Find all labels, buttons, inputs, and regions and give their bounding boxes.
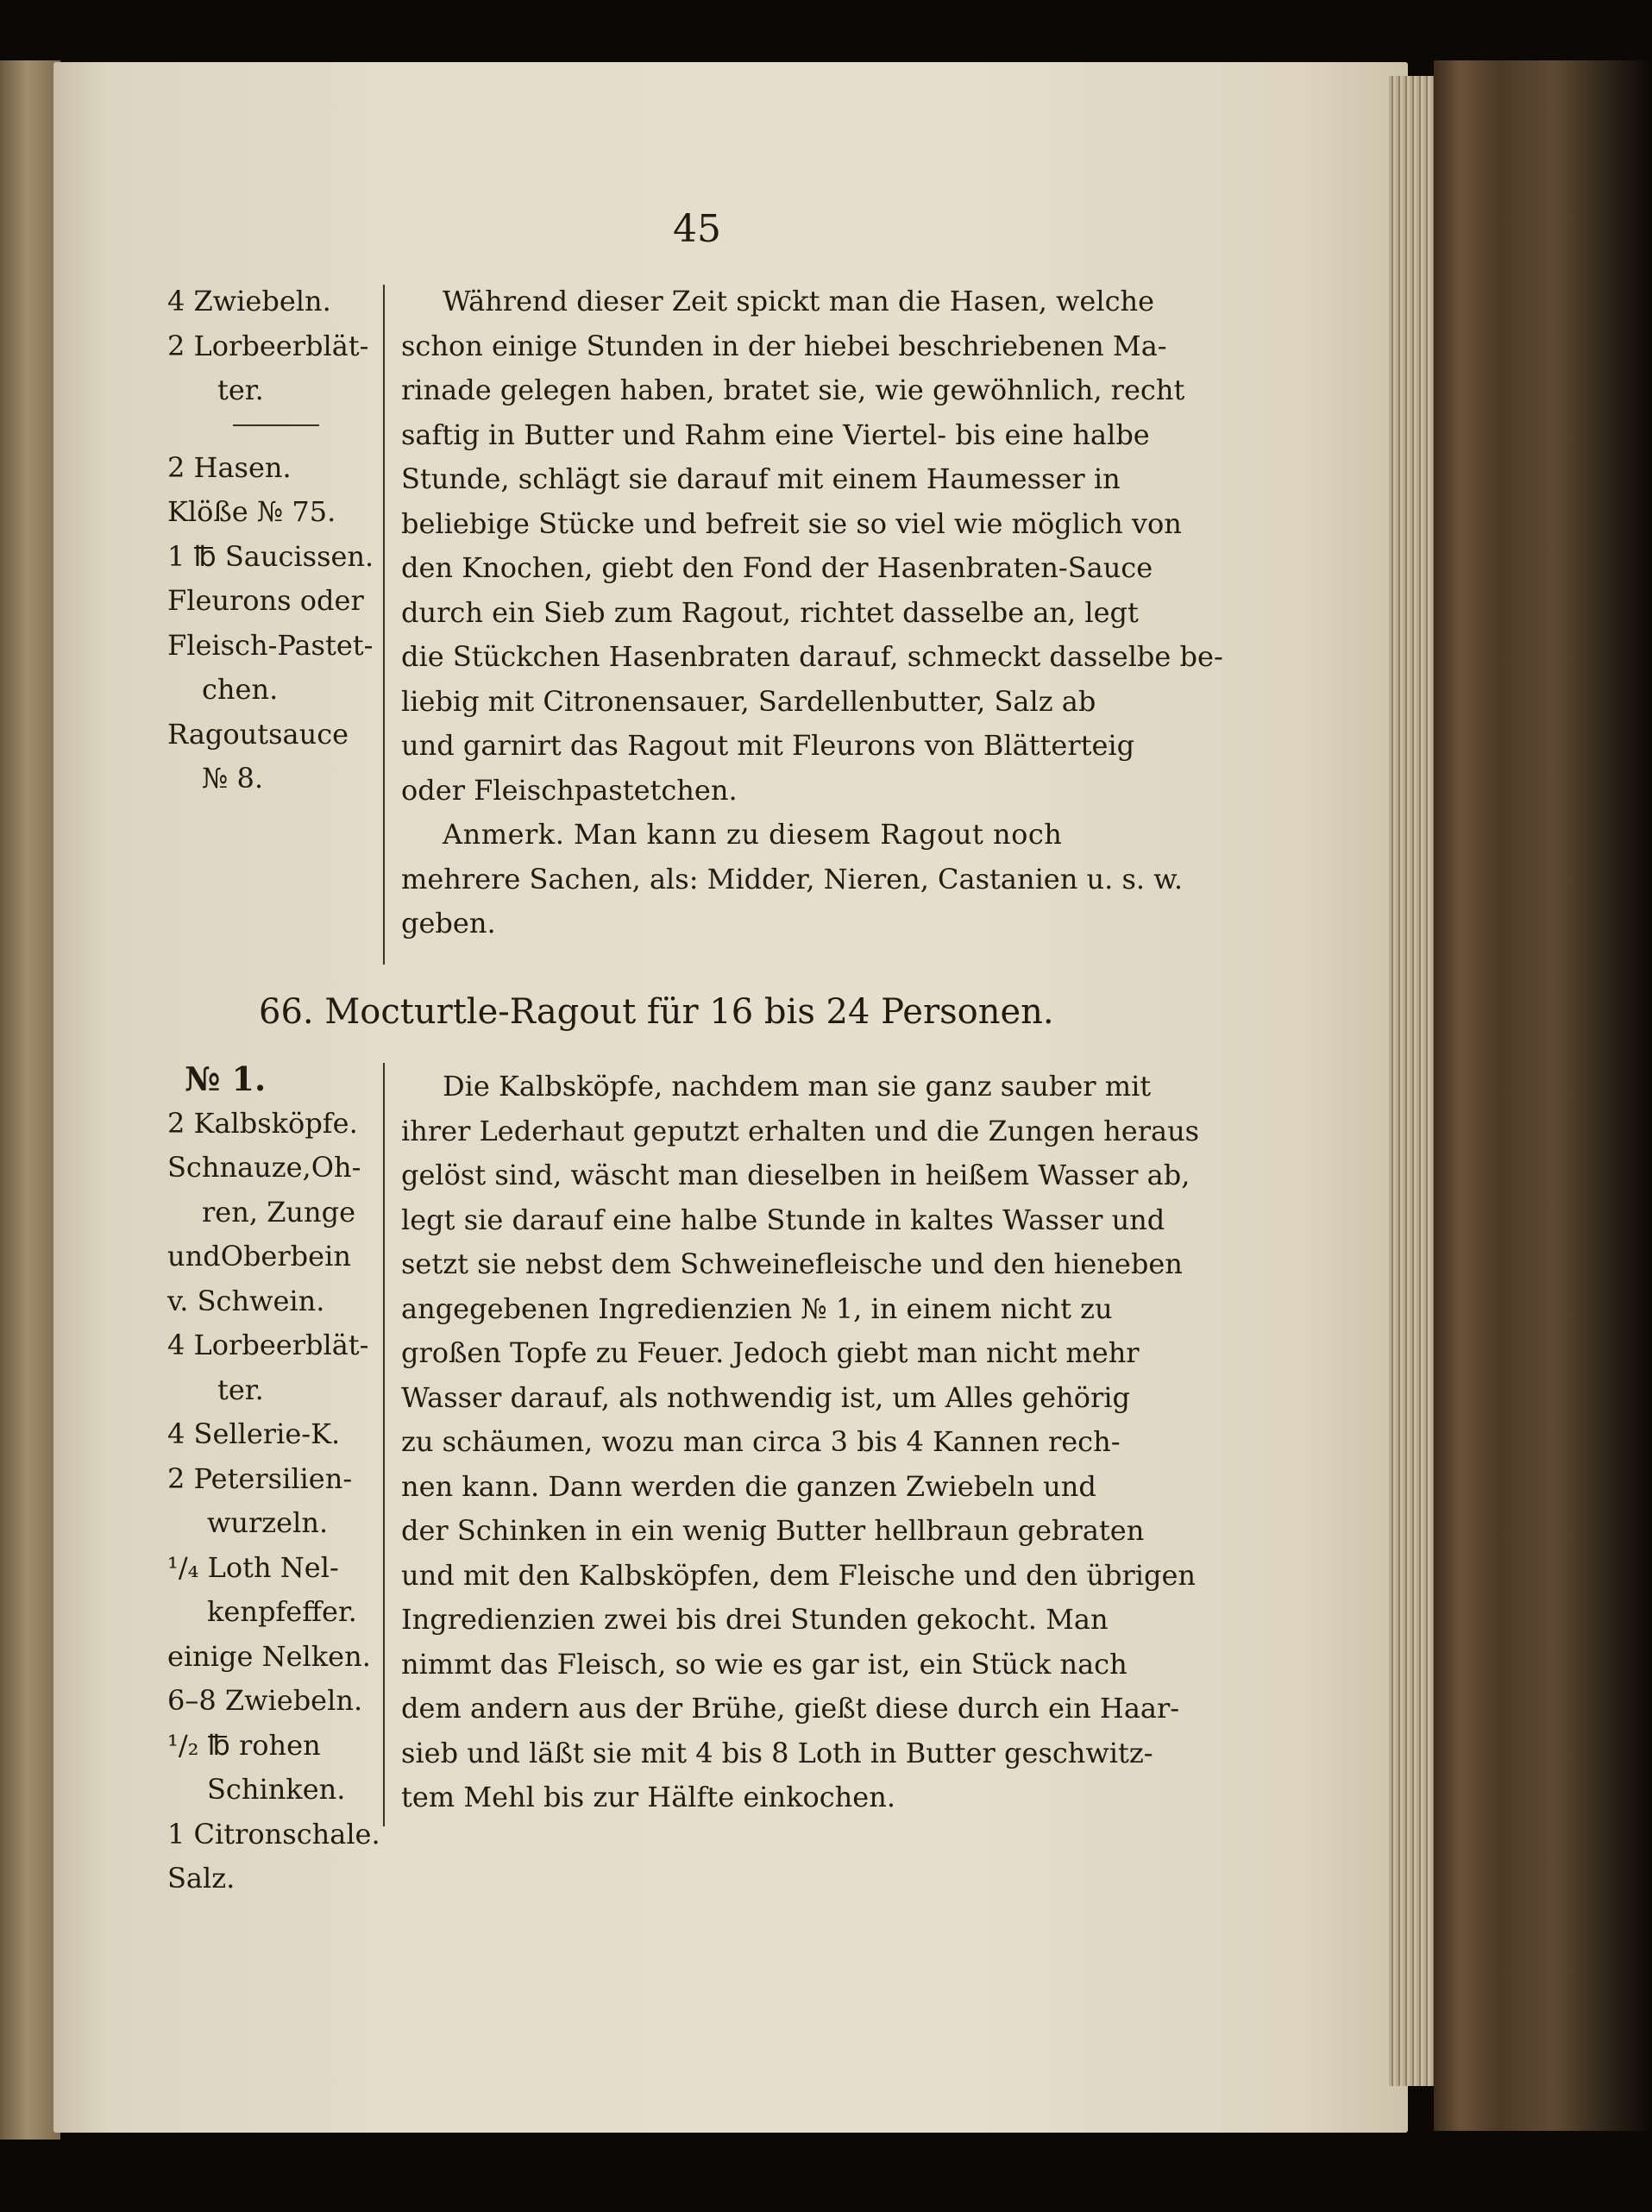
body-line: saftig in Butter und Rahm eine Viertel- bis eine halbe xyxy=(401,418,1150,451)
side-line: ter. xyxy=(217,1373,264,1406)
side-column-ingredients-1 xyxy=(167,280,374,801)
column-rule xyxy=(383,285,385,965)
body-line: nen kann. Dann werden die ganzen Zwiebeln und xyxy=(401,1469,1096,1503)
side-line: 6–8 Zwiebeln. xyxy=(167,1684,363,1717)
recipe-heading: 66. Mocturtle-Ragout für 16 bis 24 Personen. xyxy=(259,992,1054,1032)
side-line: ¹/₄ Loth Nel- xyxy=(167,1550,339,1584)
column-rule xyxy=(383,1063,385,1826)
side-line: ren, Zunge xyxy=(202,1195,356,1229)
side-line: einige Nelken. xyxy=(167,1639,371,1673)
body-line: angegebenen Ingredienzien № 1, in einem nicht zu xyxy=(401,1291,1113,1325)
body-line: der Schinken in ein wenig Butter hellbraun gebraten xyxy=(401,1514,1145,1547)
side-line: ter. xyxy=(217,374,264,406)
body-line: gelöst sind, wäscht man dieselben in heißem Wasser ab, xyxy=(401,1159,1190,1191)
body-line: durch ein Sieb zum Ragout, richtet dasselbe an, legt xyxy=(401,595,1139,629)
side-line: kenpfeffer. xyxy=(207,1595,357,1628)
body-line: Stunde, schlägt sie darauf mit einem Haumesser in xyxy=(401,462,1121,495)
body-line: und mit den Kalbsköpfen, dem Fleische und den übrigen xyxy=(401,1558,1197,1592)
side-line: 4 Zwiebeln. xyxy=(167,285,331,317)
body-line: rinade gelegen haben, bratet sie, wie gewöhnlich, recht xyxy=(401,374,1185,406)
body-line: Wasser darauf, als nothwendig ist, um Alles gehörig xyxy=(401,1380,1130,1414)
body-line: und garnirt das Ragout mit Fleurons von Blätterteig xyxy=(401,729,1135,762)
side-line: Schinken. xyxy=(207,1773,346,1806)
side-line: 2 Petersilien- xyxy=(167,1461,353,1495)
side-line: 2 Hasen. xyxy=(167,450,292,484)
body-line: oder Fleischpastetchen. xyxy=(401,773,738,807)
side-line: Klöße № 75. xyxy=(167,495,336,528)
body-line: liebig mit Citronensauer, Sardellenbutter, Salz ab xyxy=(401,684,1096,718)
body-paragraph-1 xyxy=(401,280,1223,946)
body-line: die Stückchen Hasenbraten darauf, schmeckt dasselbe be- xyxy=(401,640,1223,673)
body-line: setzt sie nebst dem Schweinefleische und den hieneben xyxy=(401,1247,1183,1280)
side-line: undOberbein xyxy=(167,1240,351,1273)
side-line: 2 Kalbsköpfe. xyxy=(167,1106,358,1140)
side-line: 1 Citronschale. xyxy=(167,1817,380,1851)
body-line: dem andern aus der Brühe, gießt diese durch ein Haar- xyxy=(401,1692,1180,1725)
side-column-ingredients-2 xyxy=(167,1057,380,1901)
body-line: schon einige Stunden in der hiebei beschriebenen Ma- xyxy=(401,329,1167,362)
facing-page-edge xyxy=(0,60,60,2140)
note-line: mehrere Sachen, als: Midder, Nieren, Castanien u. s. w. xyxy=(401,862,1183,895)
side-line: ¹/₂ ℔ rohen xyxy=(167,1728,321,1762)
side-line: Fleurons oder xyxy=(167,584,364,617)
side-line: Ragoutsauce xyxy=(167,717,349,751)
body-line: Die Kalbsköpfe, nachdem man sie ganz sauber mit xyxy=(443,1070,1152,1103)
note-line: Anmerk. Man kann zu diesem Ragout noch xyxy=(443,818,1063,851)
body-line: sieb und läßt sie mit 4 bis 8 Loth in Butter geschwitz- xyxy=(401,1736,1153,1769)
side-line: v. Schwein. xyxy=(167,1284,325,1317)
page-stack-edges xyxy=(1389,76,1436,2086)
body-line: großen Topfe zu Feuer. Jedoch giebt man nicht mehr xyxy=(401,1336,1140,1369)
body-line: Während dieser Zeit spickt man die Hasen, welche xyxy=(443,285,1155,317)
side-line: Schnauze,Oh- xyxy=(167,1151,361,1184)
side-line: 4 Sellerie-K. xyxy=(167,1417,341,1450)
note-line: geben. xyxy=(401,907,496,939)
body-line: nimmt das Fleisch, so wie es gar ist, ein Stück nach xyxy=(401,1647,1128,1681)
body-line: tem Mehl bis zur Hälfte einkochen. xyxy=(401,1781,895,1813)
side-line: wurzeln. xyxy=(207,1506,329,1539)
side-line: chen. xyxy=(202,673,279,706)
side-line: Salz. xyxy=(167,1862,236,1895)
side-line: 4 Lorbeerblät- xyxy=(167,1329,369,1361)
body-line: beliebige Stücke und befreit sie so viel wie möglich von xyxy=(401,506,1182,540)
side-divider xyxy=(233,424,319,426)
side-line: 1 ℔ Saucissen. xyxy=(167,539,374,573)
body-line: Ingredienzien zwei bis drei Stunden gekocht. Man xyxy=(401,1603,1109,1636)
body-line: legt sie darauf eine halbe Stunde in kaltes Wasser und xyxy=(401,1203,1165,1236)
body-line: den Knochen, giebt den Fond der Hasenbraten-Sauce xyxy=(401,551,1153,584)
side-line: № 8. xyxy=(202,762,263,795)
book-cover xyxy=(1434,60,1652,2131)
side-line: Fleisch-Pastet- xyxy=(167,628,374,662)
body-line: zu schäumen, wozu man circa 3 bis 4 Kannen rech- xyxy=(401,1425,1121,1458)
body-paragraph-2 xyxy=(401,1065,1199,1820)
ingredient-group-label: № 1. xyxy=(185,1059,267,1098)
page-number: 45 xyxy=(673,207,721,251)
body-line: ihrer Lederhaut geputzt erhalten und die Zungen heraus xyxy=(401,1114,1200,1147)
side-line: 2 Lorbeerblät- xyxy=(167,329,369,362)
